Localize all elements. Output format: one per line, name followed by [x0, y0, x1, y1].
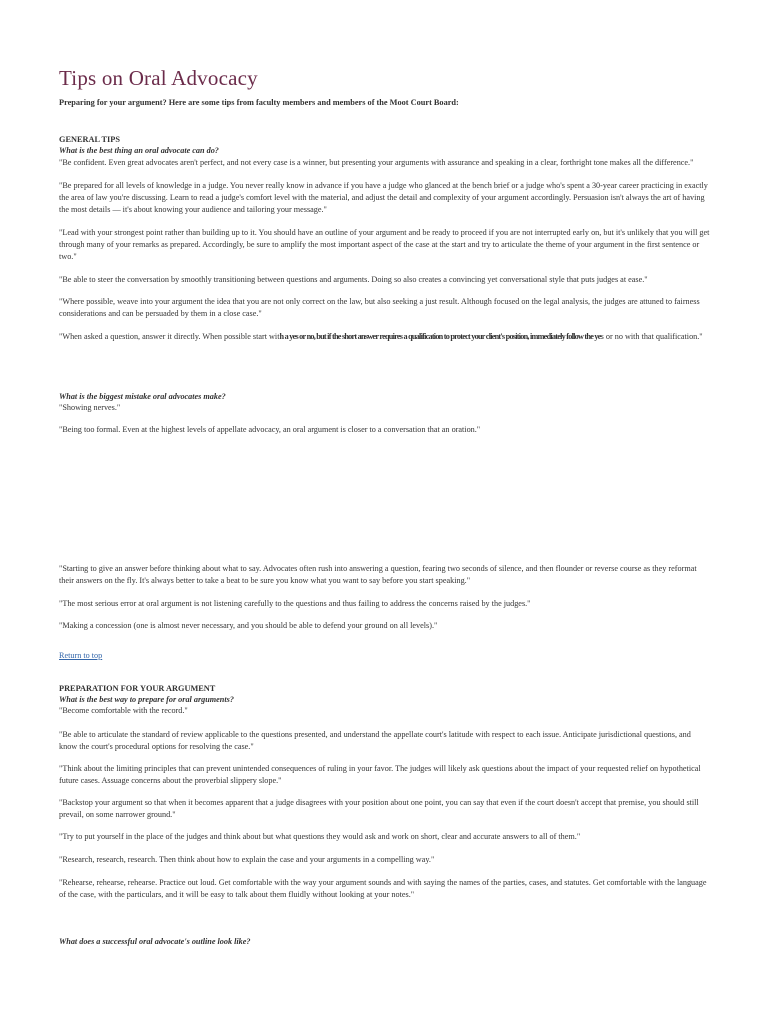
tip-paragraph: "Be confident. Even great advocates aren't perfect, and not every case is a winner, but presenting your arguments with assurance and speaking in a clear, forthright tone makes all the difference." [59, 158, 694, 167]
question-best-way-prepare: What is the best way to prepare for oral arguments? [59, 695, 234, 704]
tip-paragraph: "Be able to articulate the standard of review applicable to the questions presented, and understand the appellate court's latitude with respect to each issue. Anticipate jurisdictional questions, and know the court's procedural options for resolving the case." [59, 730, 691, 751]
page-title: Tips on Oral Advocacy [59, 66, 258, 90]
tip-paragraph: "The most serious error at oral argument is not listening carefully to the questions and thus failing to address the concerns raised by the judges." [59, 599, 531, 608]
tip-paragraph: "Rehearse, rehearse, rehearse. Practice out loud. Get comfortable with the way your argument sounds and with saying the names of the parties, cases, and statutes. Get comfortable with the language of the case, with the particulars, and it will be easy to talk about them fluidly without looking at your notes." [59, 878, 707, 899]
intro-text: Preparing for your argument? Here are some tips from faculty members and members of the Moot Court Board: [59, 98, 459, 107]
tip-paragraph: "Become comfortable with the record." [59, 706, 188, 715]
question-best-thing: What is the best thing an oral advocate can do? [59, 146, 219, 155]
tip-text-end: s or no with that qualification." [600, 332, 703, 341]
question-outline: What does a successful oral advocate's outline look like? [59, 937, 251, 946]
preparation-section [59, 683, 711, 705]
tip-paragraph: "Starting to give an answer before thinking about what to say. Advocates often rush into answering a question, fearing two seconds of silence, and then flounder or reverse course as they reformat their answers on the fly. It's always better to take a beat to be sure you know what you want to say before you start speaking." [59, 564, 697, 585]
return-to-top-container [59, 645, 711, 663]
tip-paragraph [59, 331, 711, 343]
tip-text-cramped: h a yes or no, but if the short answer requires a qualification to protect your client's position, immediately follow the ye [279, 332, 601, 341]
question-biggest-mistake: What is the biggest mistake oral advocates make? [59, 392, 226, 401]
tip-paragraph: "Where possible, weave into your argument the idea that you are not only correct on the law, but also seeking a just result. Although focused on the legal analysis, the judges are attuned to fairness considerations and can be persuaded by them in a close case." [59, 297, 700, 318]
tip-paragraph: "Try to put yourself in the place of the judges and think about but what questions they would ask and work on short, clear and accurate answers to all of them." [59, 832, 581, 841]
section-heading-general: GENERAL TIPS [59, 135, 120, 144]
tip-text-start: "When asked a question, answer it directly. When possible start wit [59, 332, 280, 341]
tip-paragraph: "Backstop your argument so that when it becomes apparent that a judge disagrees with your position about one point, you can say that even if the court doesn't accept that premise, you should still prevail, on some narrower ground." [59, 798, 699, 819]
return-to-top-link[interactable]: Return to top [59, 651, 103, 660]
tip-paragraph: "Making a concession (one is almost never necessary, and you should be able to defend your ground on all levels)." [59, 621, 438, 630]
tip-paragraph: "Lead with your strongest point rather than building up to it. You should have an outline of your argument and be ready to proceed if you are not interrupted early on, but it's unlikely that you will get through many of your remarks as prepared. Accordingly, be sure to amplify the most important aspect of the case at the start and try to articulate the theme of your argument in the first sentence or two." [59, 228, 710, 261]
tip-paragraph: "Being too formal. Even at the highest levels of appellate advocacy, an oral argument is closer to a conversation that an oration." [59, 425, 481, 434]
general-tips-section [59, 134, 711, 156]
section-heading-preparation: PREPARATION FOR YOUR ARGUMENT [59, 684, 216, 693]
tip-paragraph: "Be able to steer the conversation by smoothly transitioning between questions and arguments. Doing so also creates a convincing yet conversational style that puts judges at ease." [59, 275, 648, 284]
tip-paragraph: "Be prepared for all levels of knowledge in a judge. You never really know in advance if you have a judge who glanced at the bench brief or a judge who's spent a 30-year career practicing in exactly the area of law you're discussing. Learn to read a judge's comfort level with the material, and adjust the detail and complexity of your argument accordingly. Persuasion isn't always the art of having the most details — it's about knowing your audience and tailoring your message." [59, 181, 708, 214]
tip-paragraph: "Showing nerves." [59, 403, 121, 412]
tip-paragraph: "Think about the limiting principles that can prevent unintended consequences of ruling in your favor. The judges will likely ask questions about the impact of your requested relief on hypothetical future cases. Assuage concerns about the proverbial slippery slope." [59, 764, 701, 785]
tip-paragraph: "Research, research, research. Then think about how to explain the case and your arguments in a compelling way." [59, 855, 435, 864]
